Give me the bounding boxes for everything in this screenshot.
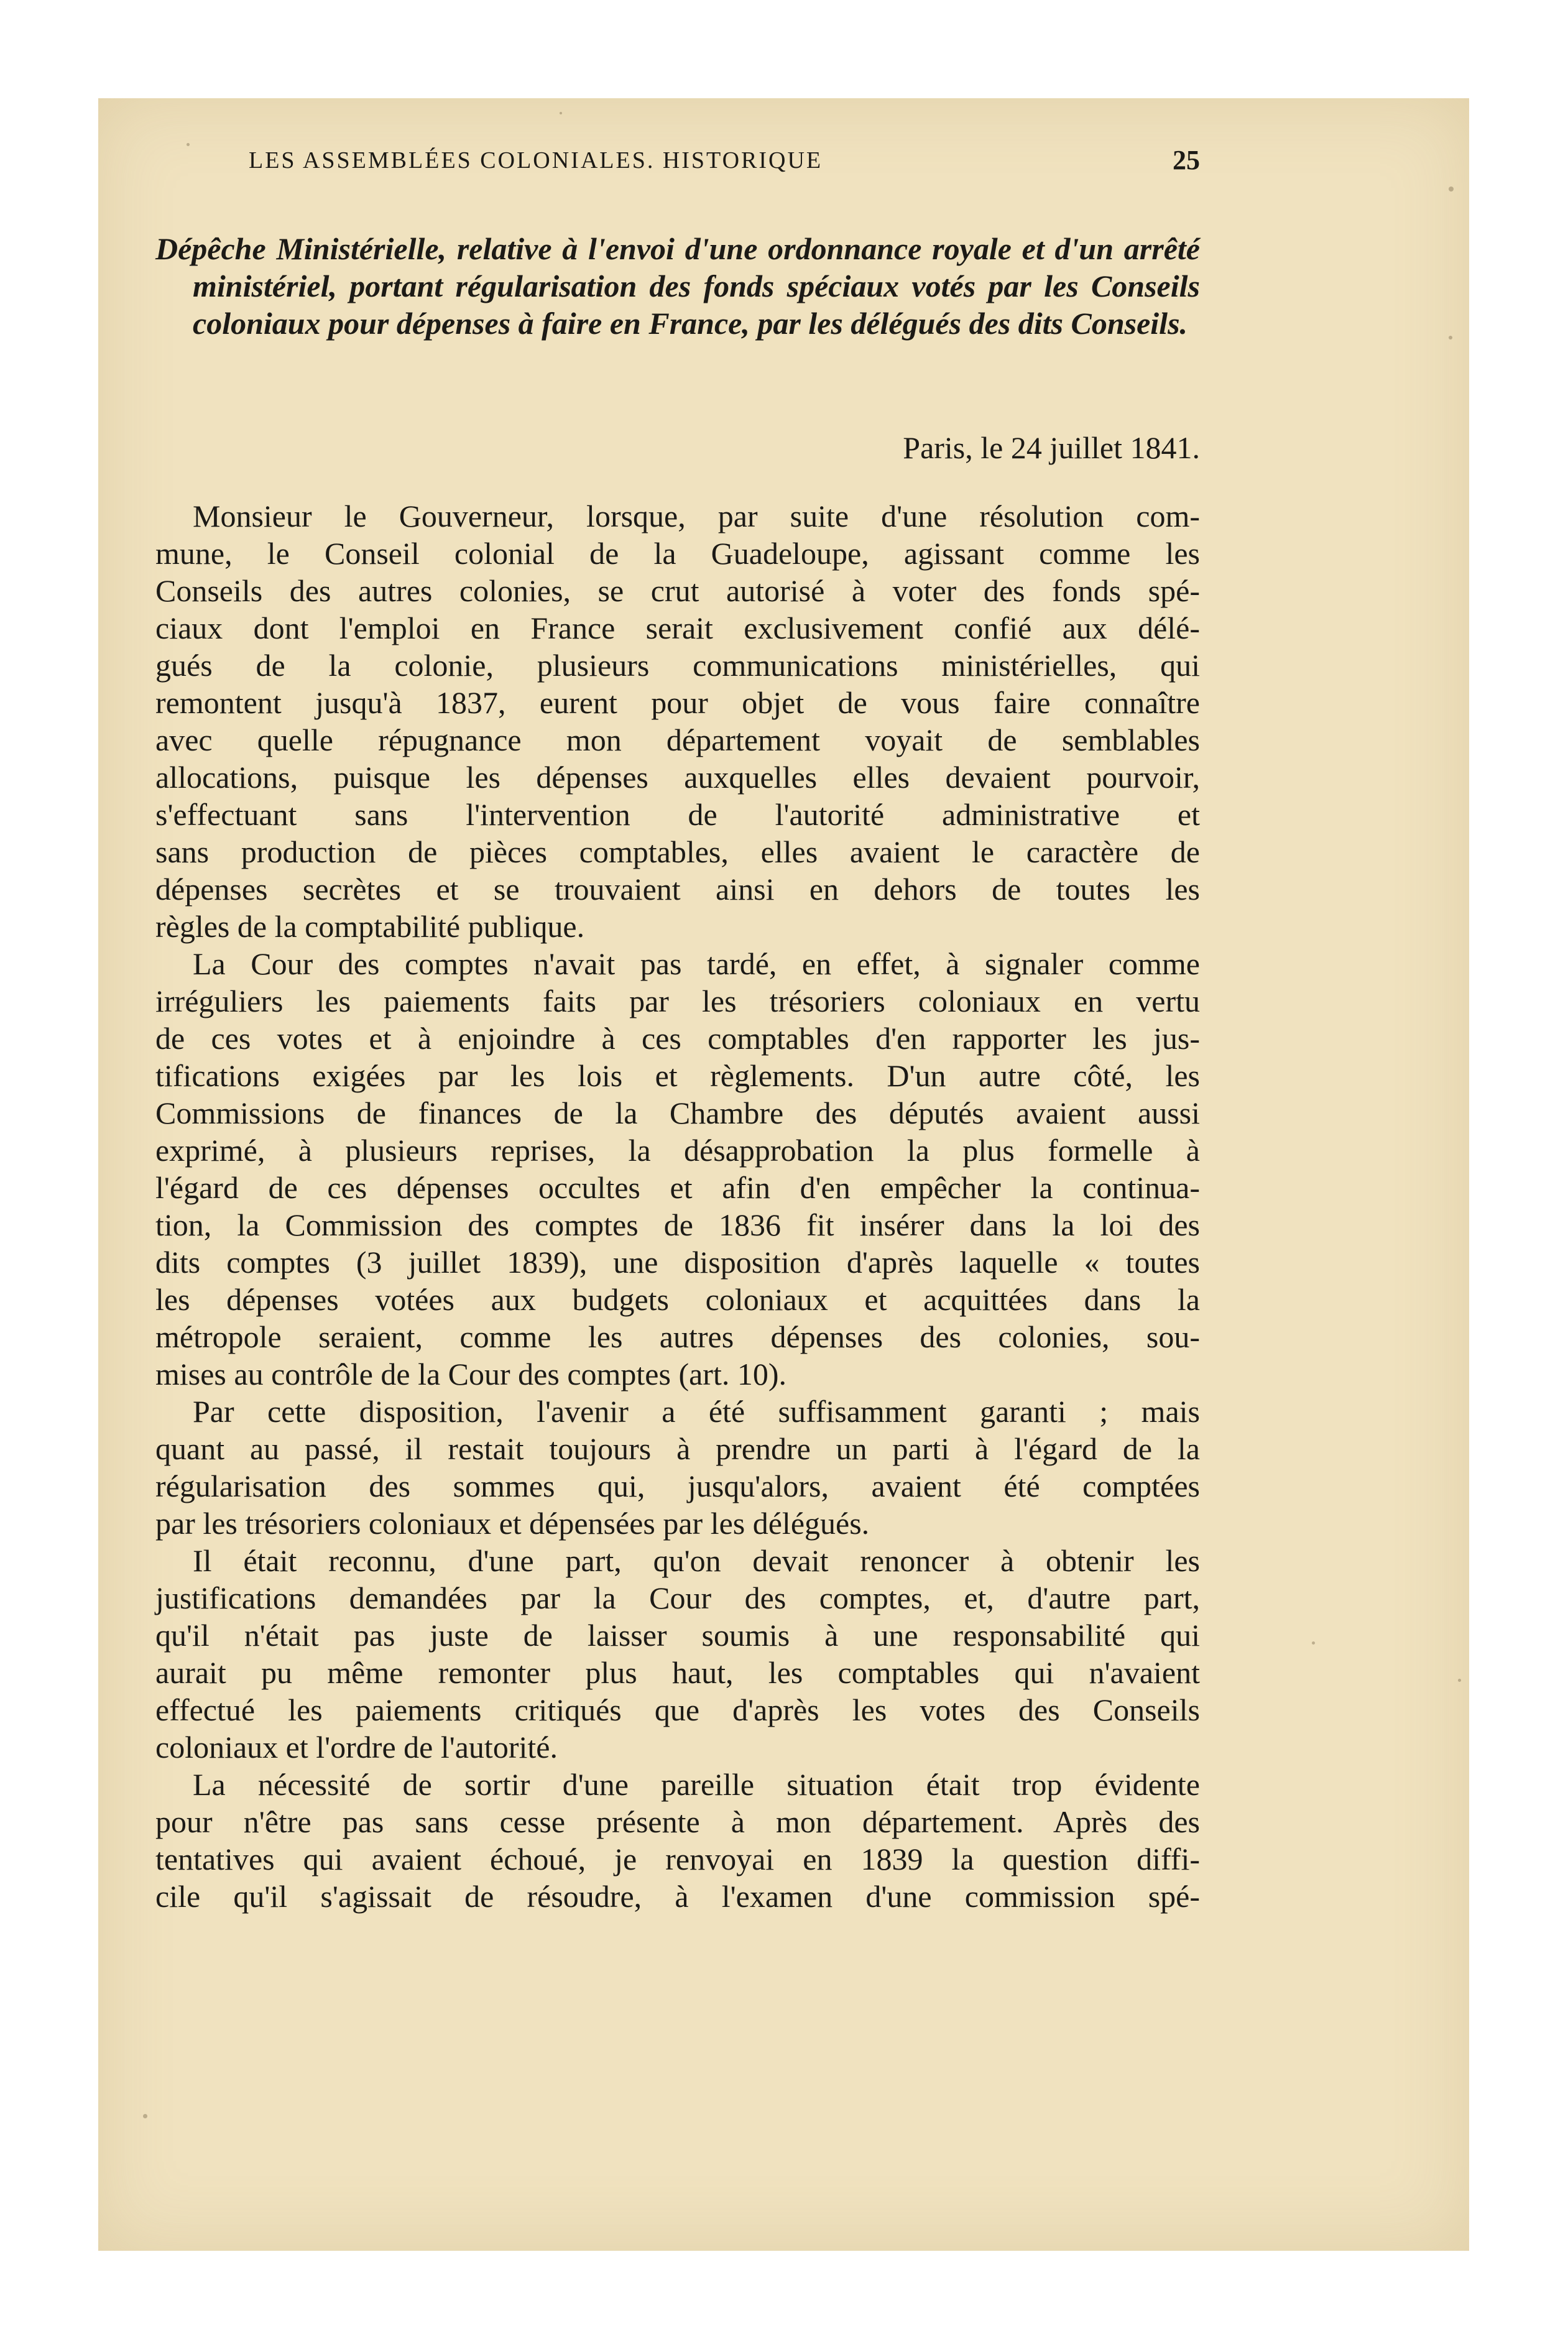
text-line: effectué les paiements critiqués que d'après les votes des Conseils: [155, 1692, 1200, 1727]
scan-speck: [560, 112, 562, 114]
text-line: La nécessité de sortir d'une pareille situation était trop évidente: [193, 1767, 1200, 1802]
text-line: avec quelle répugnance mon département voyait de semblables: [155, 722, 1200, 757]
text-line: par les trésoriers coloniaux et dépensées par les délégués.: [155, 1506, 870, 1541]
text-line: règles de la comptabilité publique.: [155, 909, 585, 944]
text-line: tifications exigées par les lois et règlements. D'un autre côté, les: [155, 1058, 1200, 1093]
text-line: quant au passé, il restait toujours à prendre un parti à l'égard de la: [155, 1431, 1200, 1466]
text-line: métropole seraient, comme les autres dépenses des colonies, sou-: [155, 1319, 1200, 1354]
text-line: coloniaux et l'ordre de l'autorité.: [155, 1730, 558, 1765]
text-line: s'effectuant sans l'intervention de l'autorité administrative et: [155, 797, 1200, 832]
text-line: mune, le Conseil colonial de la Guadeloupe, agissant comme les: [155, 536, 1200, 571]
scan-speck: [1449, 336, 1452, 339]
dispatch-title: Dépêche Ministérielle, relative à l'envoi d'une ordonnance royale et d'un arrêté ministériel, portant régularisation des fonds spéciaux votés par les Conseils coloniaux pour dépenses à faire en France, par les délégués des dits Conseils.: [155, 231, 1200, 341]
paragraph: [155, 1393, 1200, 1542]
text-line: sans production de pièces comptables, elles avaient le caractère de: [155, 834, 1200, 869]
text-line: de ces votes et à enjoindre à ces comptables d'en rapporter les jus-: [155, 1021, 1200, 1056]
text-line: irréguliers les paiements faits par les trésoriers coloniaux en vertu: [155, 984, 1200, 1018]
text-line: les dépenses votées aux budgets coloniaux et acquittées dans la: [155, 1282, 1200, 1317]
text-line: La Cour des comptes n'avait pas tardé, en effet, à signaler comme: [193, 946, 1200, 981]
text-line: mises au contrôle de la Cour des comptes (art. 10).: [155, 1357, 786, 1391]
text-line: dits comptes (3 juillet 1839), une disposition d'après laquelle « toutes: [155, 1245, 1200, 1280]
scan-speck: [1458, 1679, 1461, 1682]
text-line: ciaux dont l'emploi en France serait exclusivement confié aux délé-: [155, 611, 1200, 645]
text-line: gués de la colonie, plusieurs communications ministérielles, qui: [155, 648, 1200, 683]
scan-speck: [1312, 1641, 1315, 1645]
text-line: Conseils des autres colonies, se crut autorisé à voter des fonds spé-: [155, 573, 1200, 608]
running-head: [155, 142, 1200, 179]
text-line: exprimé, à plusieurs reprises, la désapprobation la plus formelle à: [155, 1133, 1200, 1168]
text-line: remontent jusqu'à 1837, eurent pour objet de vous faire connaître: [155, 685, 1200, 720]
text-line: pour n'être pas sans cesse présente à mon département. Après des: [155, 1804, 1200, 1839]
text-line: cile qu'il s'agissait de résoudre, à l'examen d'une commission spé-: [155, 1879, 1200, 1914]
body-text: [155, 497, 1200, 1915]
text-line: Par cette disposition, l'avenir a été suffisamment garanti ; mais: [193, 1394, 1200, 1429]
dateline: Paris, le 24 juillet 1841.: [903, 430, 1200, 465]
text-line: régularisation des sommes qui, jusqu'alors, avaient été comptées: [155, 1469, 1200, 1503]
scan-speck: [143, 2114, 147, 2118]
page-number: 25: [1173, 145, 1200, 175]
text-line: tion, la Commission des comptes de 1836 fit insérer dans la loi des: [155, 1207, 1200, 1242]
text-line: Il était reconnu, d'une part, qu'on devait renoncer à obtenir les: [193, 1543, 1200, 1578]
text-line: allocations, puisque les dépenses auxquelles elles devaient pourvoir,: [155, 760, 1200, 795]
paragraph: [155, 1766, 1200, 1915]
scan-speck: [187, 143, 190, 146]
text-line: tentatives qui avaient échoué, je renvoyai en 1839 la question diffi-: [155, 1842, 1200, 1876]
text-line: Commissions de finances de la Chambre des députés avaient aussi: [155, 1096, 1200, 1130]
paragraph: [155, 1542, 1200, 1766]
text-line: dépenses secrètes et se trouvaient ainsi en dehors de toutes les: [155, 872, 1200, 907]
text-line: Monsieur le Gouverneur, lorsque, par suite d'une résolution com-: [193, 499, 1200, 533]
scan-speck: [1449, 187, 1454, 192]
paragraph: [155, 497, 1200, 945]
running-head-title: LES ASSEMBLÉES COLONIALES. HISTORIQUE: [249, 147, 823, 173]
paragraph: [155, 945, 1200, 1393]
text-line: l'égard de ces dépenses occultes et afin d'en empêcher la continua-: [155, 1170, 1200, 1205]
text-line: aurait pu même remonter plus haut, les comptables qui n'avaient: [155, 1655, 1200, 1690]
text-line: qu'il n'était pas juste de laisser soumis à une responsabilité qui: [155, 1618, 1200, 1653]
text-line: justifications demandées par la Cour des comptes, et, d'autre part,: [155, 1581, 1200, 1615]
